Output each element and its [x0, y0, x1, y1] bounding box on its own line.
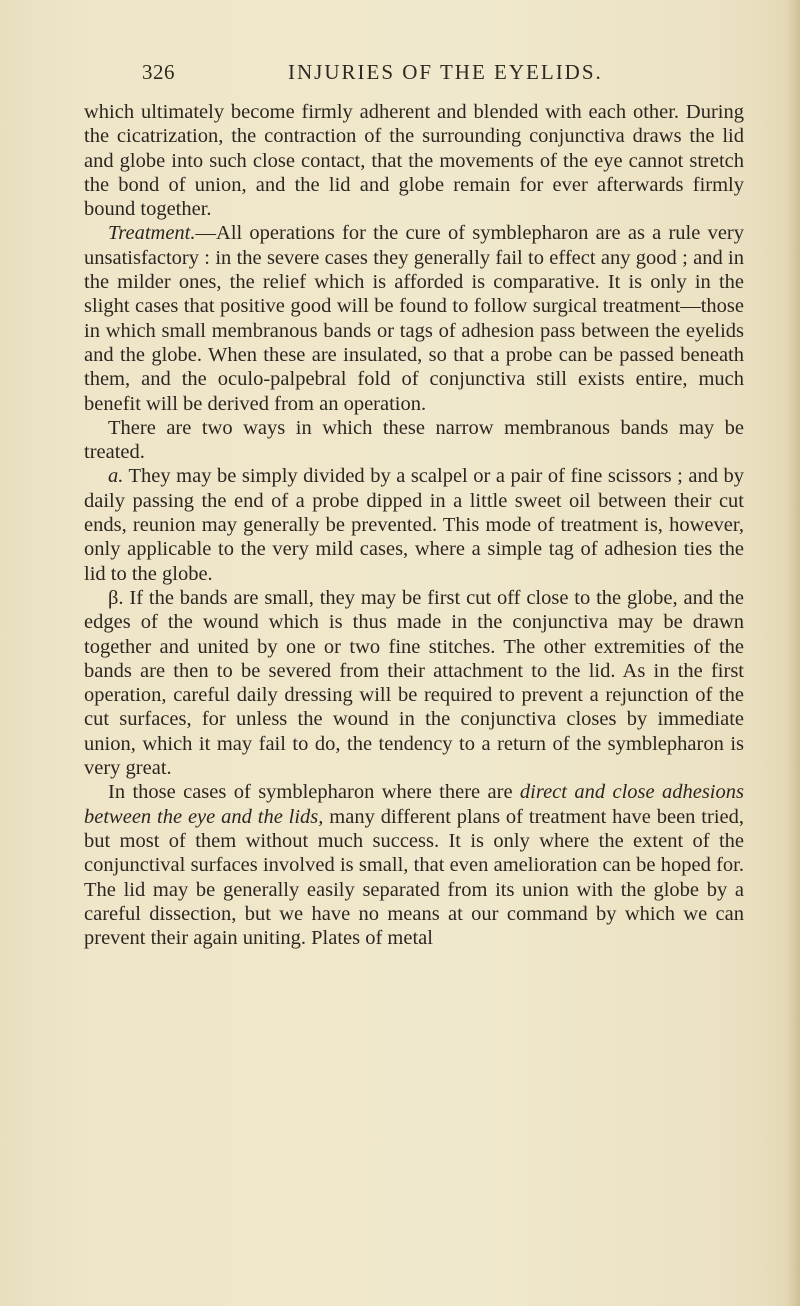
paragraph-treatment	[84, 221, 744, 415]
paragraph-text: —All operations for the cure of symblepharon are as a rule very unsatisfactory : in the severe cases they generally fail to effect any good ; and in the milder ones, the relief which is afforded is comparative. It is only in the slight cases that positive good will be found to follow surgical treatment—those in which small membranous bands or tags of adhesion pass between the eyelids and the globe. When these are insulated, so that a probe can be passed beneath them, and the oculo-palpebral fold of conjunctiva still exists entire, much benefit will be derived from an operation.	[84, 222, 744, 415]
paragraph-continuation	[84, 100, 744, 221]
treatment-heading: Treatment.	[108, 222, 196, 245]
body-text	[84, 100, 744, 950]
running-head: INJURIES OF THE EYELIDS.	[288, 60, 603, 84]
paragraph-method-b	[84, 586, 744, 780]
page-edge-shadow	[786, 0, 800, 1306]
paragraph-text: They may be simply divided by a scalpel or a pair of fine scissors ; and by daily passing the end of a probe dipped in a little sweet oil between their cut ends, reunion may generally be prevented. This mode of treatment is, however, only applicable to the very mild cases, where a simple tag of adhesion ties the lid to the globe.	[84, 465, 744, 585]
paragraph-text: many different plans of treatment have been tried, but most of them without much success. It is only where the extent of the conjunctival surfaces involved is small, that even amelioration can be hoped for. The lid may be generally easily separated from its union with the globe by a careful dissection, but we have no means at our command by which we can prevent their again uniting. Plates of metal	[84, 805, 744, 950]
page-number: 326	[142, 60, 175, 84]
emphasized-phrase: direct and close adhesions between the eye and the lids,	[84, 781, 744, 828]
paragraph-text: In those cases of symblepharon where there are	[108, 781, 520, 804]
paragraph-text: There are two ways in which these narrow membranous bands may be treated.	[84, 416, 744, 464]
paragraph-text: If the bands are small, they may be first cut off close to the globe, and the edges of the wound which is thus made in the conjunctiva may be drawn together and united by one or two fine stitches. The other extremities of the bands are then to be severed from their attachment to the lid. As in the first operation, careful daily dressing will be required to prevent a rejunction of the cut surfaces, for unless the wound in the conjunctiva closes by immediate union, which it may fail to do, the tendency to a return of the symblepharon is very great.	[84, 586, 744, 780]
paragraph-two-ways	[84, 416, 744, 465]
method-b-marker: β.	[108, 586, 124, 609]
page-header	[142, 60, 742, 90]
paragraph-text: which ultimately become firmly adherent and blended with each other. During the cicatrization, the contraction of the surrounding conjunctiva draws the lid and globe into such close contact, that the movements of the eye cannot stretch the bond of union, and the lid and globe remain for ever afterwards firmly bound together.	[84, 101, 744, 221]
method-a-marker: a.	[108, 465, 124, 488]
paragraph-method-a	[84, 464, 744, 585]
paragraph-direct-adhesions	[84, 780, 744, 950]
